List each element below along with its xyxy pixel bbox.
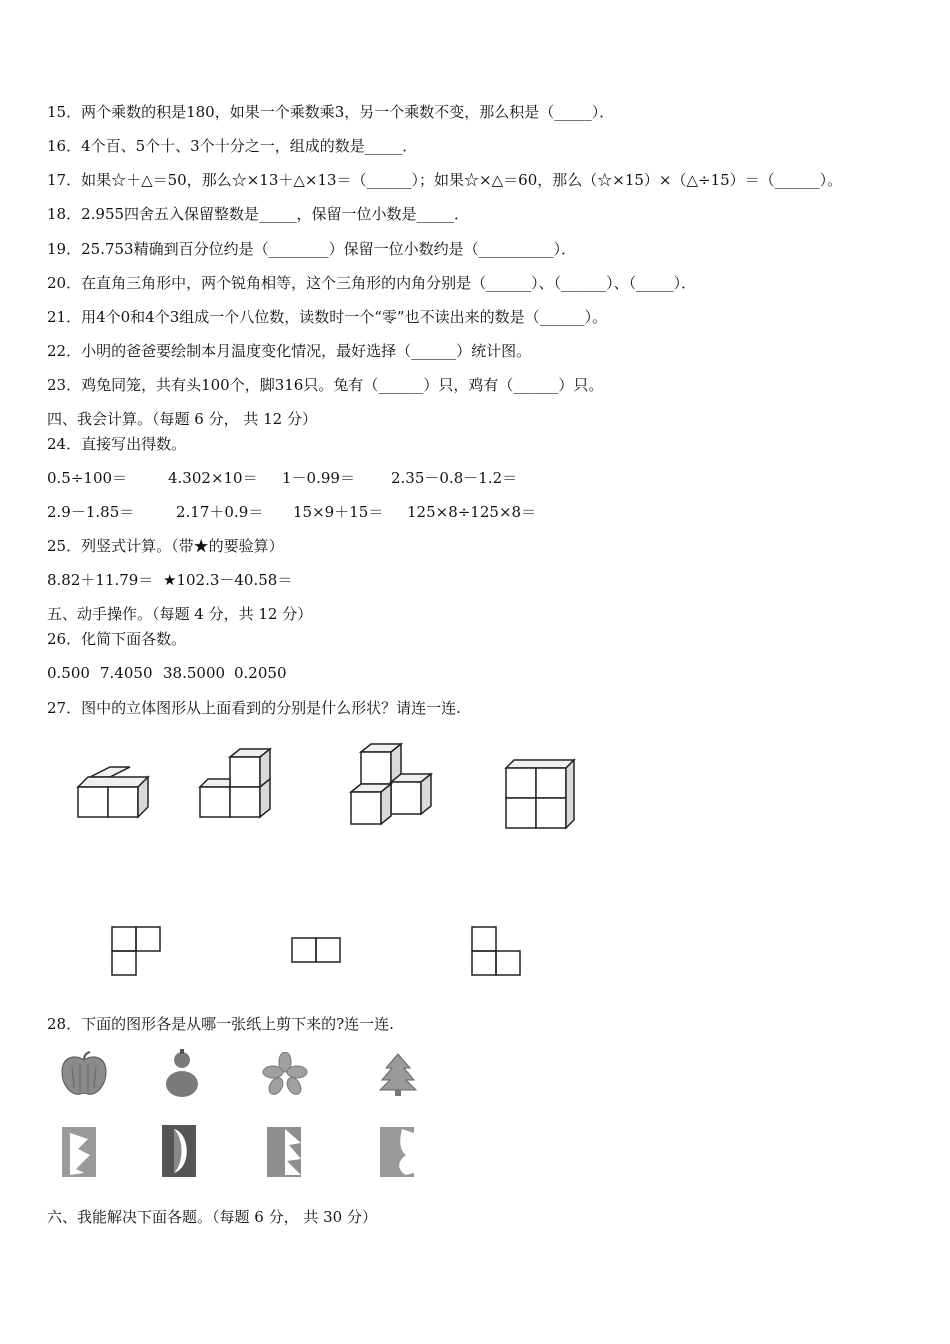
number-item: 0.2050 — [234, 664, 287, 682]
paper-sheet-4[interactable] — [378, 1125, 418, 1180]
cube-figure-2 — [192, 745, 282, 825]
section-6-title: 六、我能解决下面各题。（每题 6 分， 共 30 分） — [47, 1208, 377, 1226]
question-28: 28．下面的图形各是从哪一张纸上剪下来的?连一连. — [47, 1015, 394, 1033]
calc-item: 0.5÷100＝ — [47, 469, 128, 487]
question-19: 19．25.753精确到百分位约是（________）保留一位小数约是（__________）． — [47, 240, 577, 258]
question-20: 20．在直角三角形中，两个锐角相等，这个三角形的内角分别是（______）、（______）、（_____）． — [47, 274, 697, 292]
question-15: 15．两个乘数的积是180，如果一个乘数乘3，另一个乘数不变，那么积是（_____）． — [47, 103, 615, 121]
top-view-1[interactable] — [110, 925, 165, 977]
flower-shape-icon[interactable] — [262, 1052, 308, 1096]
paper-sheet-2[interactable] — [160, 1123, 200, 1179]
tree-shape-icon[interactable] — [378, 1052, 418, 1097]
question-16: 16．4个百、5个十、3个十分之一，组成的数是_____． — [47, 137, 418, 155]
number-item: 0.500 — [47, 664, 90, 682]
calc-item: 125×8÷125×8＝ — [407, 503, 537, 521]
top-view-2[interactable] — [290, 936, 345, 966]
calc-item: 2.35－0.8－1.2＝ — [391, 469, 518, 487]
calc-item: 2.17＋0.9＝ — [176, 503, 264, 521]
number-item: 7.4050 — [100, 664, 153, 682]
section-5-title: 五、动手操作。（每题 4 分，共 12 分） — [47, 605, 313, 623]
section-4-title: 四、我会计算。（每题 6 分， 共 12 分） — [47, 410, 317, 428]
question-18: 18．2.955四舍五入保留整数是_____，保留一位小数是_____． — [47, 205, 470, 223]
calc-item: 15×9＋15＝ — [293, 503, 384, 521]
calc-item: 8.82＋11.79＝ — [47, 571, 154, 589]
calc-item: 2.9－1.85＝ — [47, 503, 135, 521]
question-24: 24．直接写出得数。 — [47, 435, 187, 453]
paper-sheet-1[interactable] — [60, 1125, 100, 1180]
cube-figure-4 — [500, 752, 585, 837]
paper-sheet-3[interactable] — [265, 1125, 305, 1180]
question-25: 25．列竖式计算。（带★的要验算） — [47, 537, 284, 555]
gourd-shape-icon[interactable] — [162, 1048, 202, 1100]
question-21: 21．用4个0和4个3组成一个八位数，读数时一个“零”也不读出来的数是（______）。 — [47, 308, 608, 326]
question-23: 23．鸡兔同笼，共有头100个，脚316只。兔有（______）只，鸡有（______）只。 — [47, 376, 604, 394]
calc-item: 1－0.99＝ — [282, 469, 355, 487]
calc-item: 4.302×10＝ — [168, 469, 258, 487]
apple-shape-icon[interactable] — [58, 1050, 110, 1098]
number-item: 38.5000 — [163, 664, 226, 682]
question-17: 17．如果☆＋△＝50，那么☆×13＋△×13＝（______）；如果☆×△＝60，那么（☆×15）×（△÷15）＝（______）。 — [47, 171, 843, 189]
question-27: 27．图中的立体图形从上面看到的分别是什么形状？请连一连. — [47, 699, 461, 717]
cube-figure-1 — [70, 760, 160, 825]
question-26: 26．化简下面各数。 — [47, 630, 187, 648]
calc-item: ★102.3－40.58＝ — [163, 571, 293, 589]
question-22: 22．小明的爸爸要绘制本月温度变化情况，最好选择（______）统计图。 — [47, 342, 532, 360]
cube-figure-3 — [345, 738, 440, 830]
top-view-3[interactable] — [470, 925, 525, 977]
